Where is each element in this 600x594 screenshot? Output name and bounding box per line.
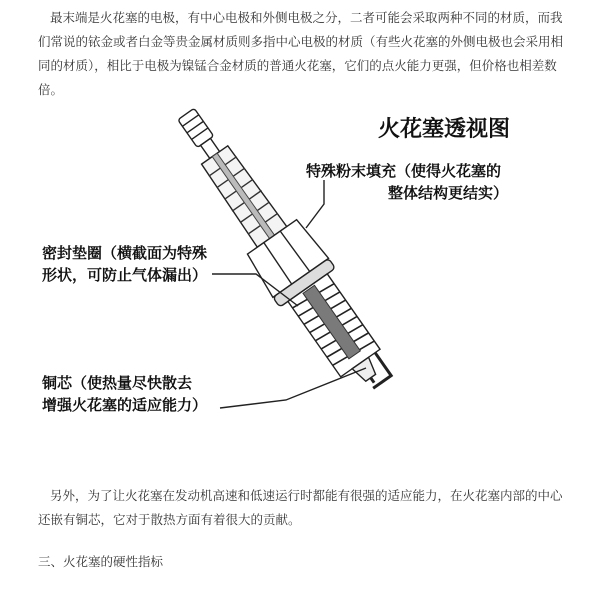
label-powder-fill-line1: 特殊粉末填充（使得火花塞的 (306, 162, 502, 180)
leader-powder (306, 180, 324, 228)
figure-title: 火花塞透视图 (378, 117, 511, 142)
label-gasket-line2: 形状，可防止气体漏出） (42, 266, 208, 284)
label-gasket-line1: 密封垫圈（横截面为特殊 (42, 244, 208, 262)
label-copper-core-line1: 铜芯（使热量尽快散去 (42, 374, 193, 392)
paragraph-electrodes: 最末端是火花塞的电极，有中心电极和外侧电极之分，二者可能会采取两种不同的材质，而我们常说的铱金或者白金等贵金属材质则多指中心电极的材质（有些火花塞的外侧电极也会采用相同的材质），相比于电极为镍锰合金材质的普通火花塞，它们的点火能力更强，但价格也相差数倍。 (38, 10, 564, 97)
spark-plug-cutaway-figure (36, 96, 564, 470)
paragraph-copper-core: 另外，为了让火花塞在发动机高速和低速运行时都能有很强的适应能力，在火花塞内部的中心还嵌有铜芯，它对于散热方面有着很大的贡献。 (38, 488, 563, 527)
label-powder-fill-line2: 整体结构更结实） (388, 184, 509, 202)
label-copper-core-line2: 增强火花塞的适应能力） (42, 396, 208, 414)
section-heading: 三、火花塞的硬性指标 (38, 554, 164, 569)
